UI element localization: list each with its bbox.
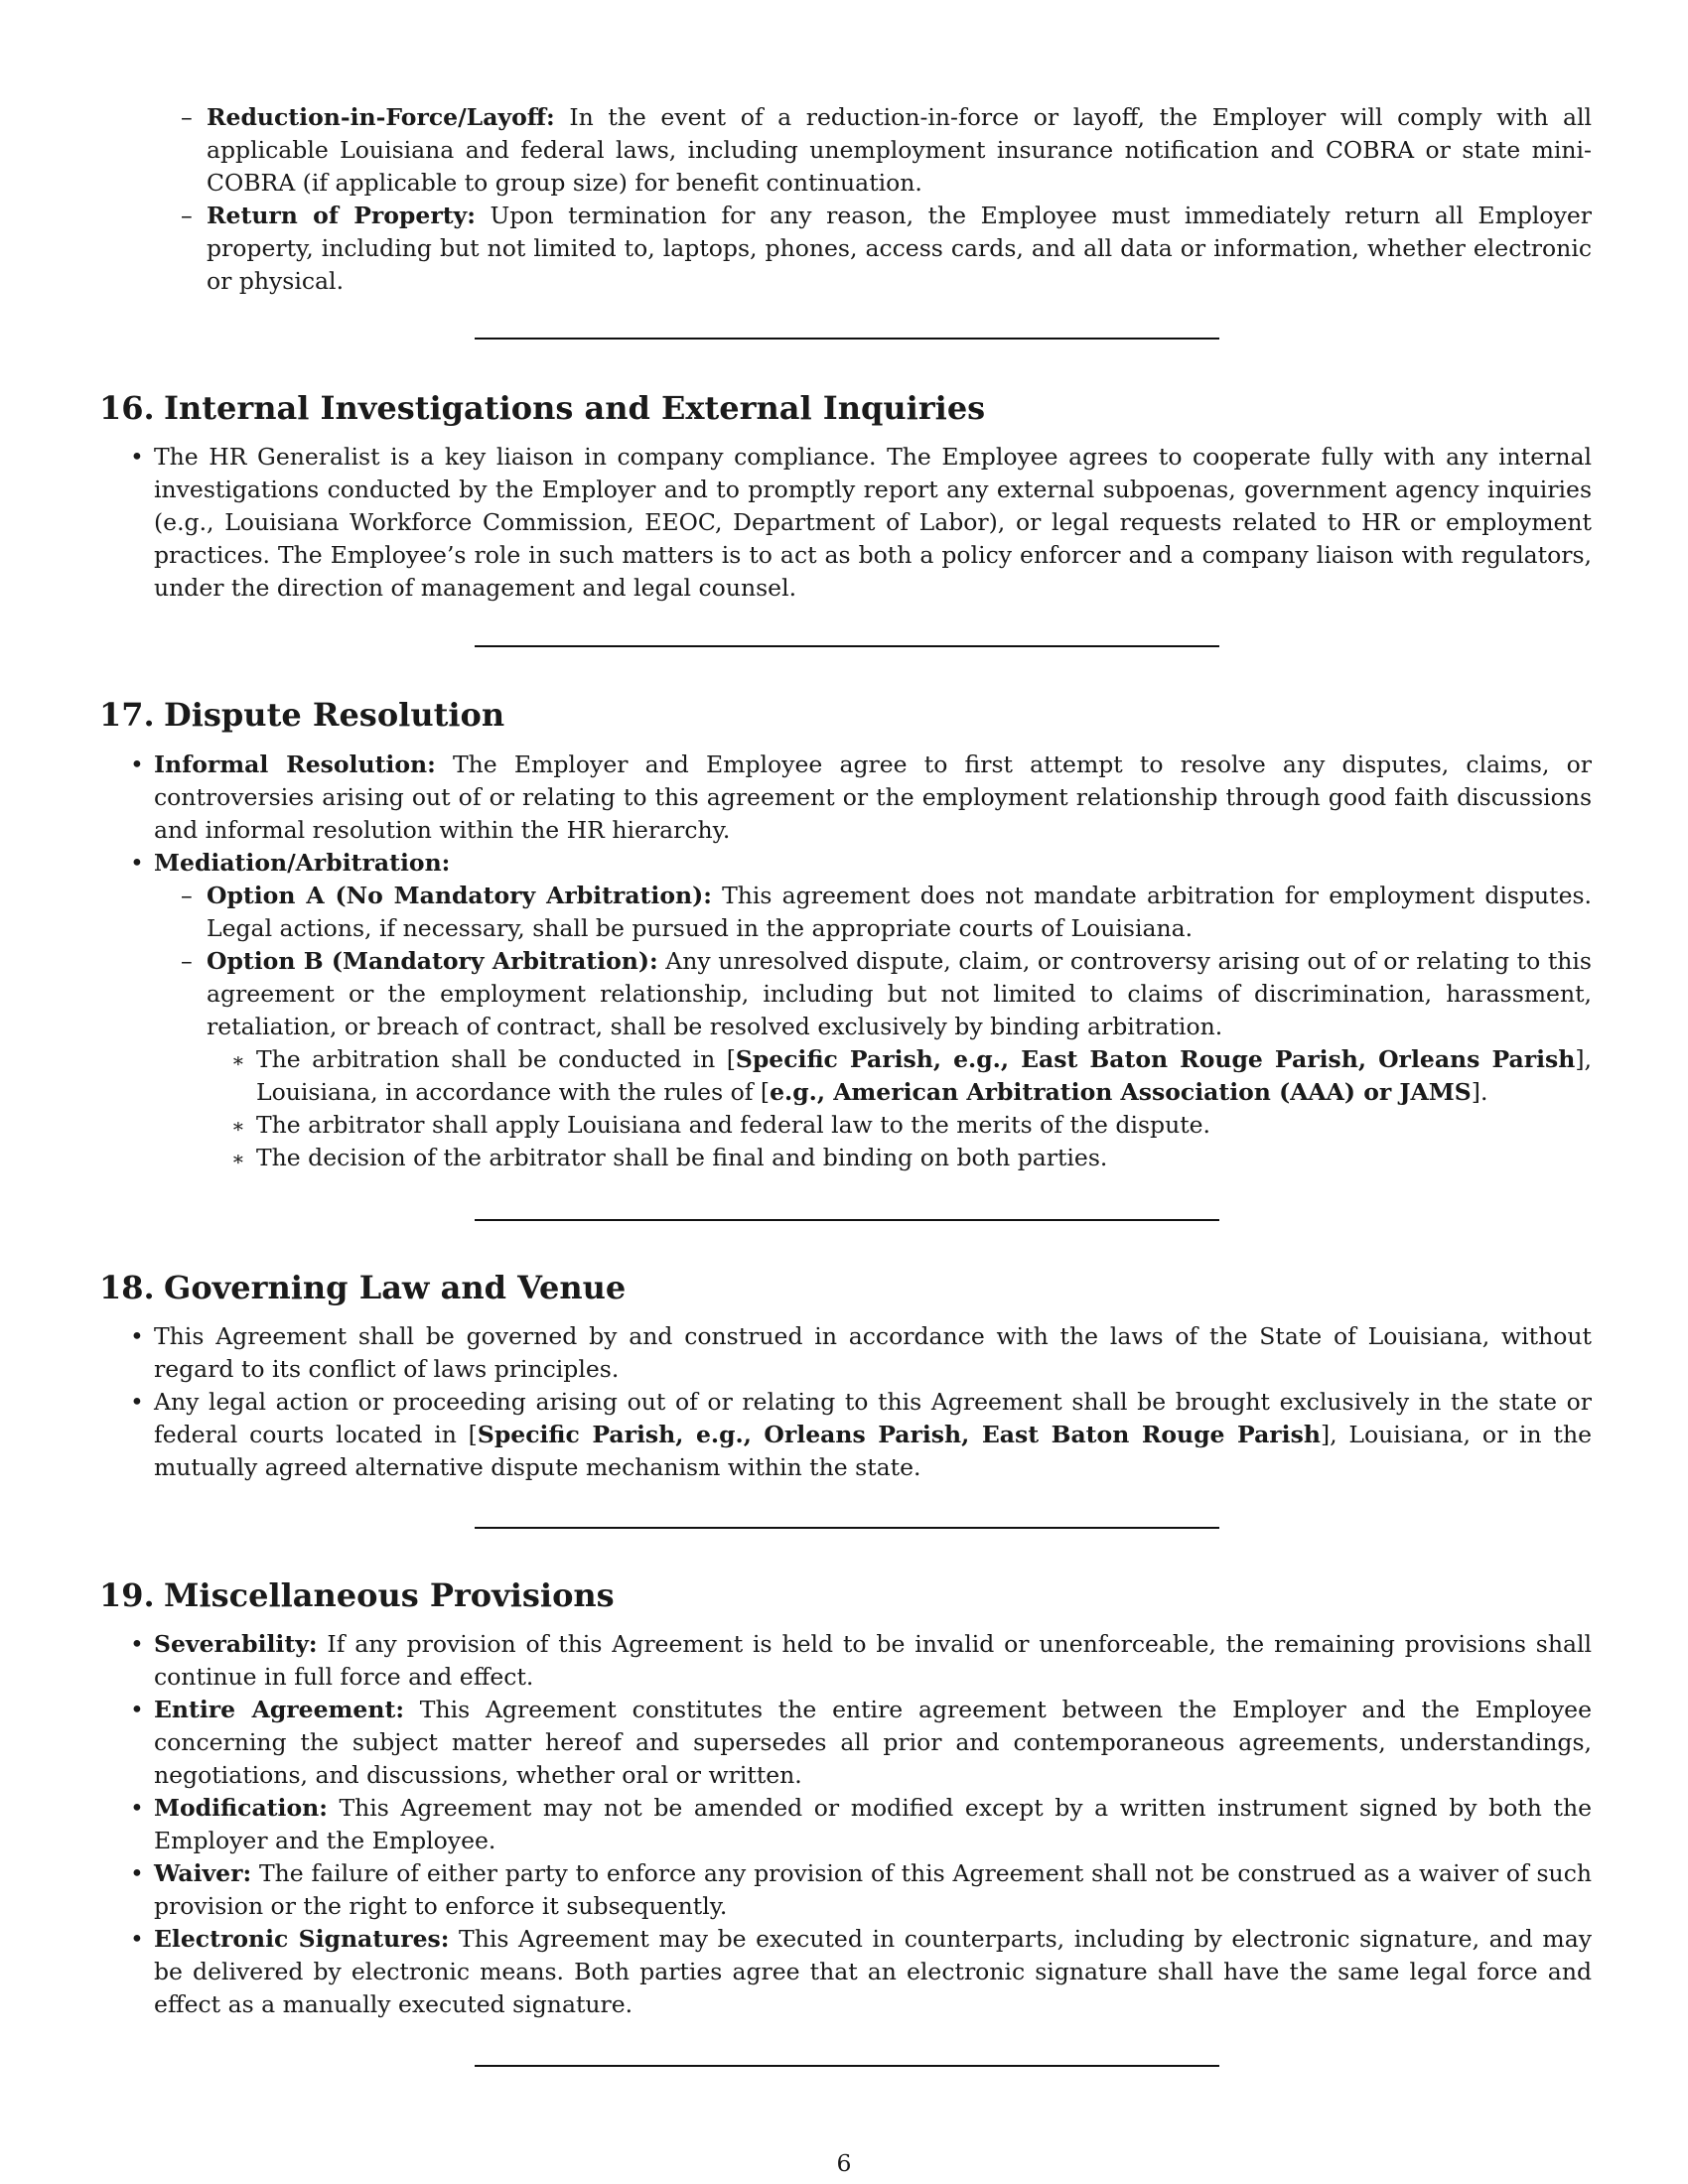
- bullet-marker: •: [130, 1925, 144, 1953]
- item-label: Option B (Mandatory Arbitration):: [207, 947, 658, 975]
- bullet-marker: •: [130, 443, 144, 471]
- bullet-marker: •: [130, 751, 144, 778]
- section-heading-16: [99, 388, 985, 428]
- section-number: 17.: [99, 696, 155, 734]
- list-item: [231, 1109, 1592, 1142]
- item-label: Modification:: [154, 1794, 328, 1822]
- dash-marker: –: [181, 103, 193, 131]
- list-item: [130, 847, 1592, 880]
- list-item: [130, 1792, 1592, 1857]
- item-text: ].: [1471, 1078, 1488, 1106]
- list-item: [130, 1320, 1592, 1386]
- page-number: 6: [836, 2149, 852, 2177]
- item-text: This Agreement constitutes the entire agreement between the Employer and the Employee concerning the subject matter hereof and supersedes all prior and contemporaneous agreements, understandings, negotiations, and discussions, whether oral or written.: [154, 1696, 1592, 1789]
- placeholder-text: e.g., American Arbitration Association (AAA) or JAMS: [770, 1078, 1472, 1106]
- item-label: Reduction-in-Force/Layoff:: [207, 103, 555, 131]
- list-item: [130, 1386, 1592, 1484]
- placeholder-text: Specific Parish, e.g., Orleans Parish, East Baton Rouge Parish: [477, 1421, 1321, 1448]
- dash-marker: –: [181, 947, 193, 975]
- item-text: ], Louisiana, in accordance with the rules of [: [256, 1045, 1592, 1106]
- item-label: Electronic Signatures:: [154, 1925, 450, 1953]
- section-heading-19: [99, 1575, 615, 1615]
- item-text: This Agreement shall be governed by and construed in accordance with the laws of the State of Louisiana, without regard to its conflict of laws principles.: [154, 1322, 1592, 1383]
- item-label: Entire Agreement:: [154, 1696, 404, 1723]
- item-label: Severability:: [154, 1630, 318, 1658]
- section-divider: [475, 645, 1219, 647]
- bullet-marker: •: [130, 1794, 144, 1822]
- asterisk-marker: ∗: [231, 1147, 245, 1170]
- section-title: Dispute Resolution: [164, 696, 505, 734]
- list-item: [181, 945, 1592, 1043]
- list-item: [130, 1923, 1592, 2021]
- placeholder-text: Specific Parish, e.g., East Baton Rouge Parish, Orleans Parish: [735, 1045, 1576, 1073]
- item-label: Mediation/Arbitration:: [154, 849, 451, 877]
- asterisk-marker: ∗: [231, 1114, 245, 1138]
- item-text: The failure of either party to enforce any provision of this Agreement shall not be construed as a waiver of such provision or the right to enforce it subsequently.: [154, 1859, 1592, 1920]
- bullet-marker: •: [130, 1859, 144, 1887]
- item-text: In the event of a reduction-in-force or layoff, the Employer will comply with all applicable Louisiana and federal laws, including unemployment insurance notification and COBRA or state mini-COBRA (if applicable to group size) for benefit continuation.: [207, 103, 1592, 197]
- item-text: This Agreement may be executed in counterparts, including by electronic signature, and may be delivered by electronic means. Both parties agree that an electronic signature shall have the same legal force and effect as a manually executed signature.: [154, 1925, 1592, 2018]
- list-item: [231, 1142, 1592, 1174]
- item-label: Waiver:: [154, 1859, 252, 1887]
- item-text: The arbitrator shall apply Louisiana and federal law to the merits of the dispute.: [256, 1111, 1211, 1139]
- bullet-marker: •: [130, 849, 144, 877]
- item-text: Any legal action or proceeding arising out of or relating to this Agreement shall be brought exclusively in the state or federal courts located in [: [154, 1388, 1592, 1448]
- list-item: [130, 441, 1592, 605]
- section-title: Governing Law and Venue: [164, 1269, 627, 1306]
- item-text: This Agreement may not be amended or modified except by a written instrument signed by both the Employer and the Employee.: [154, 1794, 1592, 1854]
- item-text: The arbitration shall be conducted in [: [256, 1045, 736, 1073]
- section-divider: [475, 338, 1219, 340]
- item-text: Upon termination for any reason, the Employee must immediately return all Employer property, including but not limited to, laptops, phones, access cards, and all data or information, whether electronic or physical.: [207, 202, 1592, 295]
- list-item: [181, 200, 1592, 298]
- list-item: [130, 1694, 1592, 1792]
- item-label: Option A (No Mandatory Arbitration):: [207, 882, 712, 909]
- section-divider: [475, 2065, 1219, 2067]
- list-item: [130, 749, 1593, 847]
- list-item: [130, 1857, 1592, 1923]
- section-title: Internal Investigations and External Inquiries: [164, 389, 986, 427]
- section-number: 18.: [99, 1269, 155, 1306]
- section-title: Miscellaneous Provisions: [164, 1576, 615, 1614]
- bullet-marker: •: [130, 1696, 144, 1723]
- item-text: The HR Generalist is a key liaison in company compliance. The Employee agrees to cooperate fully with any internal investigations conducted by the Employer and to promptly report any external subpoenas, government agency inquiries (e.g., Louisiana Workforce Commission, EEOC, Department of Labor), or legal requests related to HR or employment practices. The Employee’s role in such matters is to act as both a policy enforcer and a company liaison with regulators, under the direction of management and legal counsel.: [154, 443, 1592, 602]
- section-heading-18: [99, 1268, 626, 1307]
- item-label: Informal Resolution:: [154, 751, 436, 778]
- list-item: [231, 1043, 1592, 1109]
- bullet-marker: •: [130, 1630, 144, 1658]
- asterisk-marker: ∗: [231, 1048, 245, 1072]
- item-text: ], Louisiana, or in the mutually agreed alternative dispute mechanism within the state.: [154, 1421, 1592, 1481]
- list-item: [130, 1628, 1592, 1694]
- item-text: The Employer and Employee agree to first attempt to resolve any disputes, claims, or controversies arising out of or relating to this agreement or the employment relationship through good faith discussions and informal resolution within the HR hierarchy.: [154, 751, 1593, 844]
- dash-marker: –: [181, 882, 193, 909]
- item-text: The decision of the arbitrator shall be final and binding on both parties.: [256, 1144, 1108, 1171]
- bullet-marker: •: [130, 1322, 144, 1350]
- item-text: This agreement does not mandate arbitration for employment disputes. Legal actions, if necessary, shall be pursued in the appropriate courts of Louisiana.: [207, 882, 1593, 942]
- section-divider: [475, 1219, 1219, 1221]
- section-heading-17: [99, 695, 504, 735]
- section-number: 19.: [99, 1576, 155, 1614]
- list-item: [181, 880, 1593, 945]
- list-item: [181, 101, 1592, 200]
- bullet-marker: •: [130, 1388, 144, 1416]
- item-label: Return of Property:: [207, 202, 476, 229]
- item-text: Any unresolved dispute, claim, or controversy arising out of or relating to this agreement or the employment relationship, including but not limited to claims of discrimination, harassment, retaliation, or breach of contract, shall be resolved exclusively by binding arbitration.: [207, 947, 1592, 1040]
- section-divider: [475, 1527, 1219, 1529]
- section-number: 16.: [99, 389, 155, 427]
- dash-marker: –: [181, 202, 193, 229]
- item-text: If any provision of this Agreement is held to be invalid or unenforceable, the remaining provisions shall continue in full force and effect.: [154, 1630, 1592, 1691]
